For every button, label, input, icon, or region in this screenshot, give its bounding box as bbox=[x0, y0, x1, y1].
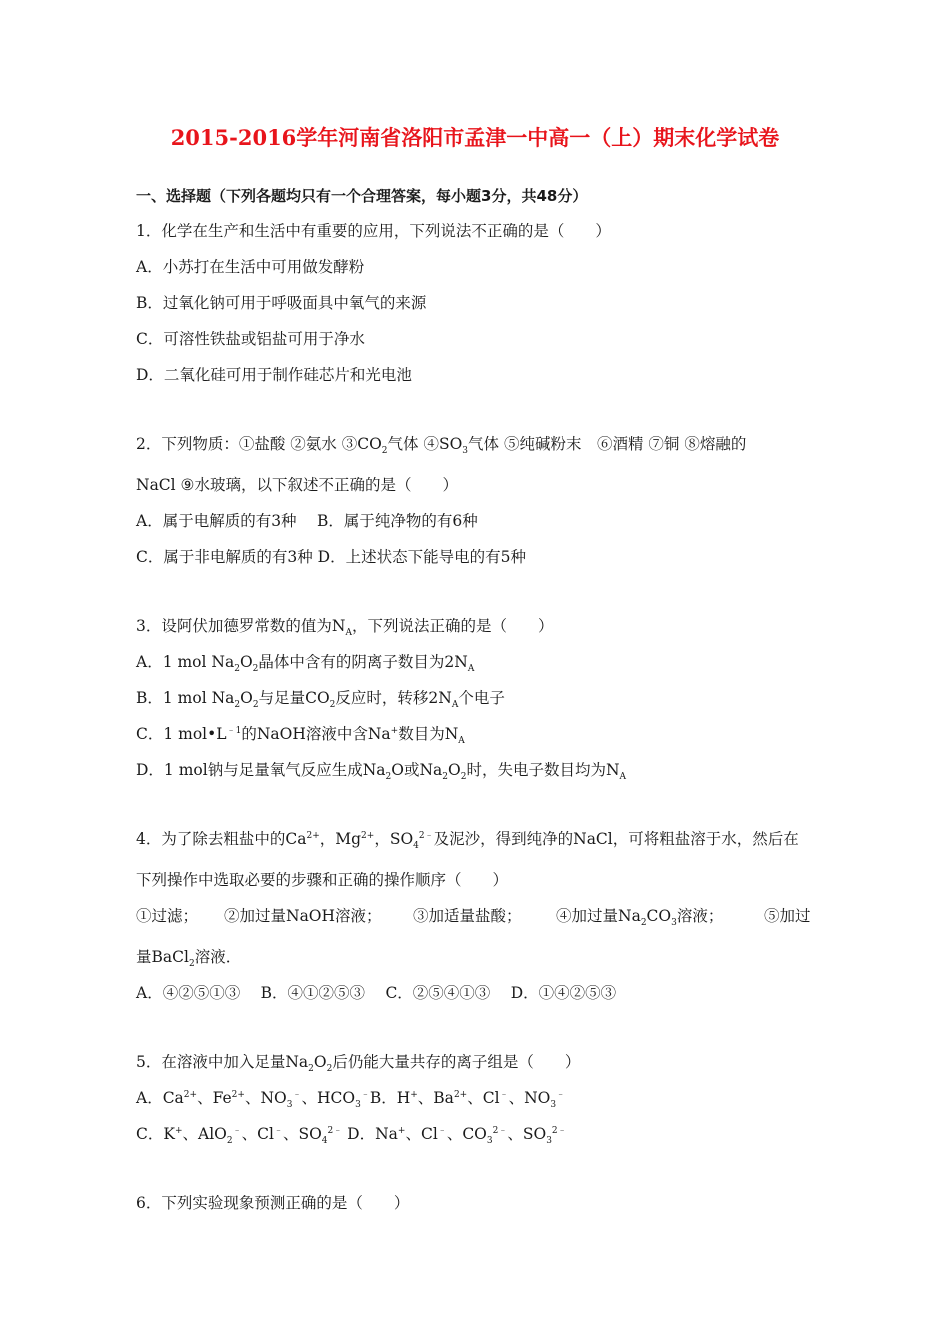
question-4-operation-3: ③加适量盐酸； bbox=[413, 907, 522, 925]
question-2-stem-line2: NaCl ⑨水玻璃，以下叙述不正确的是（ ） bbox=[136, 476, 458, 494]
question-5-options-ab: A．$Ca^{2+}$、$Fe^{2+}$、$NO_3^﹣$、$HCO_3^﹣B$．H+、$Ba^{2+}$、Cl﹣、$NO_3^﹣$ bbox=[136, 1089, 566, 1111]
question-1-option-a: A．小苏打在生活中可用做发酵粉 bbox=[136, 258, 365, 276]
question-4-operation-4: ④加过量$Na_2CO_3$溶液； bbox=[556, 907, 724, 929]
question-4-options: A．④②⑤①③ B．④①②⑤③ C．②⑤④①③ D．①④②⑤③ bbox=[136, 984, 617, 1002]
question-4-operation-5-cont: 量BaCl$_2$溶液． bbox=[136, 948, 242, 970]
question-5-stem: 5．在溶液中加入足量$Na_2O_2$后仍能大量共存的离子组是（ ） bbox=[136, 1053, 581, 1075]
question-4-stem-line2: 下列操作中选取必要的步骤和正确的操作顺序（ ） bbox=[136, 871, 509, 889]
question-3-option-d: D．1 mol钠与足量氧气反应生成$Na_2O$或$Na_2O_2$时，失电子数目均为$N_A$ bbox=[136, 761, 627, 783]
question-6-stem: 6．下列实验现象预测正确的是（ ） bbox=[136, 1194, 410, 1212]
question-4-operation-5: ⑤加过 bbox=[764, 907, 811, 925]
question-1-option-b: B．过氧化钠可用于呼吸面具中氧气的来源 bbox=[136, 294, 427, 312]
question-1-stem: 1．化学在生产和生活中有重要的应用，下列说法不正确的是（ ） bbox=[136, 222, 611, 240]
question-1-option-c: C．可溶性铁盐或铝盐可用于净水 bbox=[136, 330, 365, 348]
question-1-option-d: D．二氧化硅可用于制作硅芯片和光电池 bbox=[136, 366, 412, 384]
question-3-stem: 3．设阿伏加德罗常数的值为$N_A$，下列说法正确的是（ ） bbox=[136, 617, 554, 639]
question-3-option-c: C．1 $mol•L^{﹣1}$的NaOH溶液中含Na+数目为$N_A$ bbox=[136, 725, 465, 747]
question-4-operation-2: ②加过量NaOH溶液； bbox=[224, 907, 382, 925]
question-2-options-ab: A．属于电解质的有3种 B．属于纯净物的有6种 bbox=[136, 512, 478, 530]
question-3-option-b: B．1 mol $Na_2O_2$与足量$CO_2$反应时，转移$2N_A$个电子 bbox=[136, 689, 505, 711]
question-3-option-a: A．1 mol $Na_2O_2$晶体中含有的阴离子数目为$2N_A$ bbox=[136, 653, 475, 675]
section-heading: 一、选择题（下列各题均只有一个合理答案，每小题3分，共48分） bbox=[136, 187, 588, 205]
question-4-stem-line1: 4．为了除去粗盐中的$Ca^{2+}$，$Mg^{2+}$，$SO_4^{2﹣}$及泥沙，得到纯净的NaCl，可将粗盐溶于水，然后在 bbox=[136, 830, 799, 852]
question-5-options-cd: C．K+、AlO$_2$﹣、Cl﹣、$SO_4^{2﹣}$ D．Na+、Cl﹣、$CO_3^{2﹣}$、$SO_3^{2﹣}$ bbox=[136, 1125, 567, 1147]
page-title: 2015-2016学年河南省洛阳市孟津一中高一（上）期末化学试卷 bbox=[170, 125, 780, 150]
question-2-options-cd: C．属于非电解质的有3种 D．上述状态下能导电的有5种 bbox=[136, 548, 526, 566]
question-4-operation-1: ①过滤； bbox=[136, 907, 199, 925]
question-2-stem-line1: 2．下列物质：①盐酸 ②氨水 $③CO_2$气体 $④SO_3$气体 ⑤纯碱粉末 ⑥酒精 ⑦铜 ⑧熔融的 bbox=[136, 435, 747, 457]
